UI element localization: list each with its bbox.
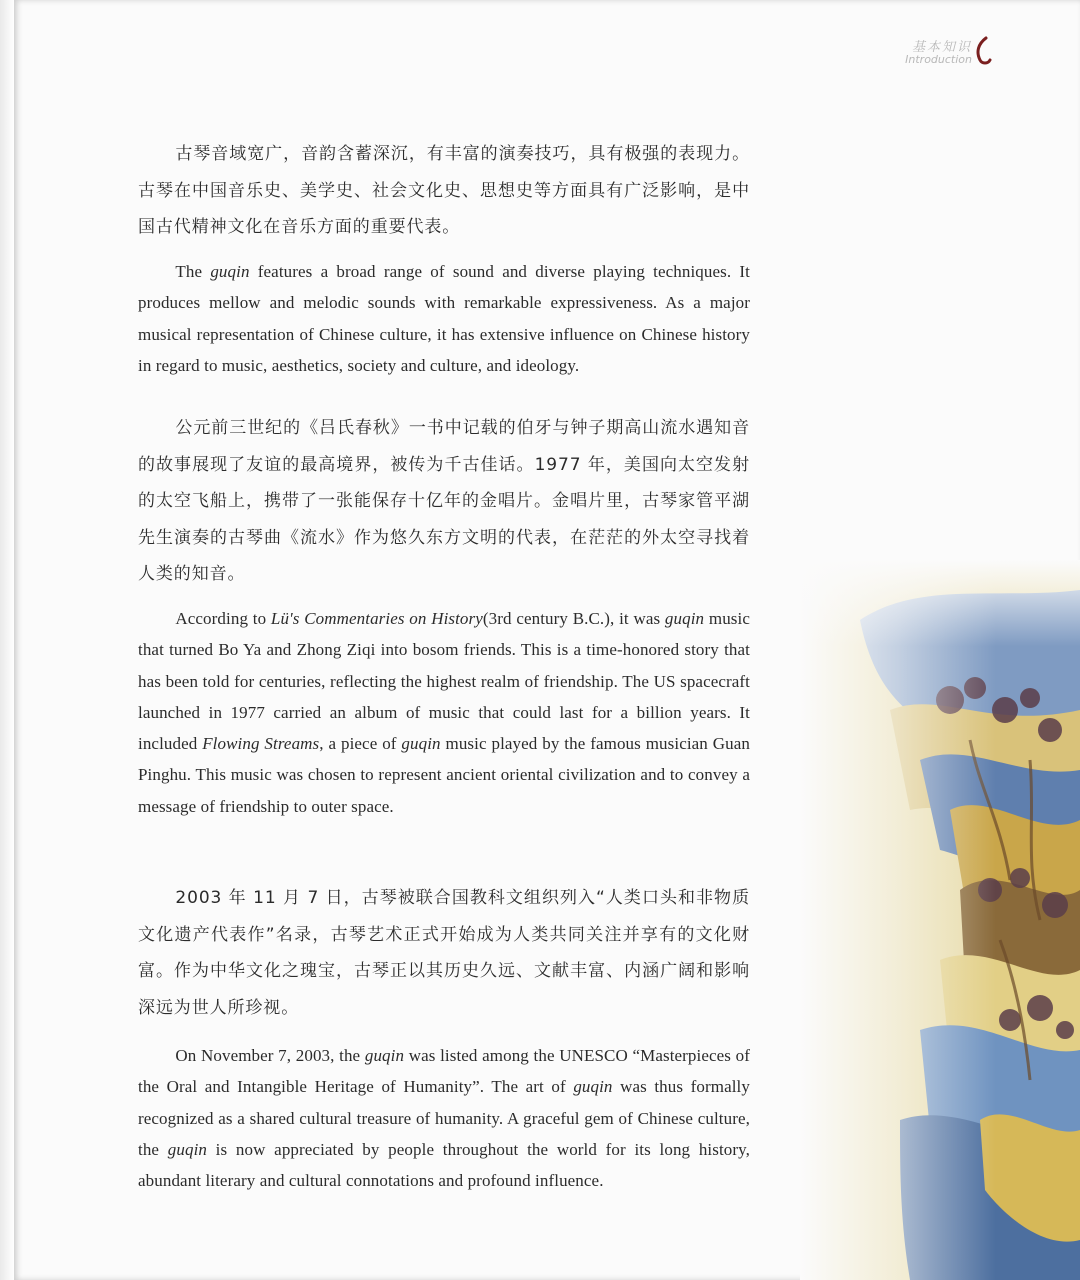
text-run: The: [175, 262, 211, 281]
text-run: music that turned Bo Ya and Zhong Ziqi into bosom friends. This is a time-honored story that has been told for centuries, reflecting the highest realm of friendship. The US spacecraft launched in 1977 carried an album of music that could last for a billion years. It included: [138, 609, 750, 754]
page-header: [905, 36, 972, 66]
text-run: According to: [175, 609, 271, 628]
paragraph-en-3: [138, 1040, 750, 1196]
italic-term: Lü's Commentaries on History: [270, 609, 483, 628]
paragraph-zh-1: 古琴音域宽广，音韵含蓄深沉，有丰富的演奏技巧，具有极强的表现力。古琴在中国音乐史、美学史、社会文化史、思想史等方面具有广泛影响，是中国古代精神文化在音乐方面的重要代表。: [138, 144, 750, 237]
paragraph-zh-3: 2003 年 11 月 7 日，古琴被联合国教科文组织列入“人类口头和非物质文化遗产代表作”名录，古琴艺术正式开始成为人类共同关注并享有的文化财富。作为中华文化之瑰宝，古琴正以其历史久远、文献丰富、内涵广阔和影响深远为世人所珍视。: [138, 888, 750, 1018]
header-title-en: Introduction: [905, 53, 972, 66]
italic-term: guqin: [401, 734, 441, 754]
section-3: [138, 880, 750, 1026]
text-run: music played by the famous musician Guan Pinghu. This music was chosen to represent ancient oriental civilization and to convey a message of friendship to outer space.: [138, 734, 750, 816]
section-1: [138, 136, 750, 246]
text-run: , a piece of: [319, 734, 402, 754]
guqin-mark-icon: [972, 36, 994, 66]
section-2: [138, 410, 750, 593]
landscape-painting: [800, 560, 1080, 1280]
page-edge: [0, 0, 14, 1280]
section-2-en: [138, 603, 750, 822]
text-run: was thus formally recognized as a shared cultural treasure of humanity. A graceful gem of Chinese culture, the: [138, 1077, 750, 1159]
paragraph-en-2: [138, 603, 750, 822]
italic-term: guqin: [573, 1077, 613, 1097]
italic-term: guqin: [664, 609, 705, 628]
header-title-zh: 基本知识: [911, 40, 972, 55]
document-page: [14, 0, 1080, 1280]
italic-term: guqin: [364, 1046, 405, 1065]
text-run: is now appreciated by people throughout the world for its long history, abundant literary and cultural connotations and profound influence.: [138, 1139, 751, 1191]
text-run: was listed among the UNESCO “Masterpieces of the Oral and Intangible Heritage of Humanity”. The art of: [138, 1046, 750, 1097]
text-run: (3rd century B.C.), it was: [482, 609, 665, 628]
paragraph-en-1: [138, 256, 750, 381]
italic-term: Flowing Streams: [202, 734, 320, 754]
section-1-en: [138, 256, 750, 381]
italic-term: guqin: [210, 262, 250, 281]
paragraph-zh-2: 公元前三世纪的《吕氏春秋》一书中记载的伯牙与钟子期高山流水遇知音的故事展现了友谊的最高境界，被传为千古佳话。1977 年，美国向太空发射的太空飞船上，携带了一张能保存十亿年的金唱片。金唱片里，古琴家管平湖先生演奏的古琴曲《流水》作为悠久东方文明的代表，在茫茫的外太空寻找着人类的知音。: [138, 418, 750, 584]
text-run: On November 7, 2003, the: [175, 1046, 365, 1065]
italic-term: guqin: [167, 1139, 207, 1159]
section-3-en: [138, 1040, 750, 1196]
text-run: features a broad range of sound and diverse playing techniques. It produces mellow and melodic sounds with remarkable expressiveness. As a major musical representation of Chinese culture, it has extensive influence on Chinese history in regard to music, aesthetics, society and culture, and ideology.: [138, 262, 750, 375]
